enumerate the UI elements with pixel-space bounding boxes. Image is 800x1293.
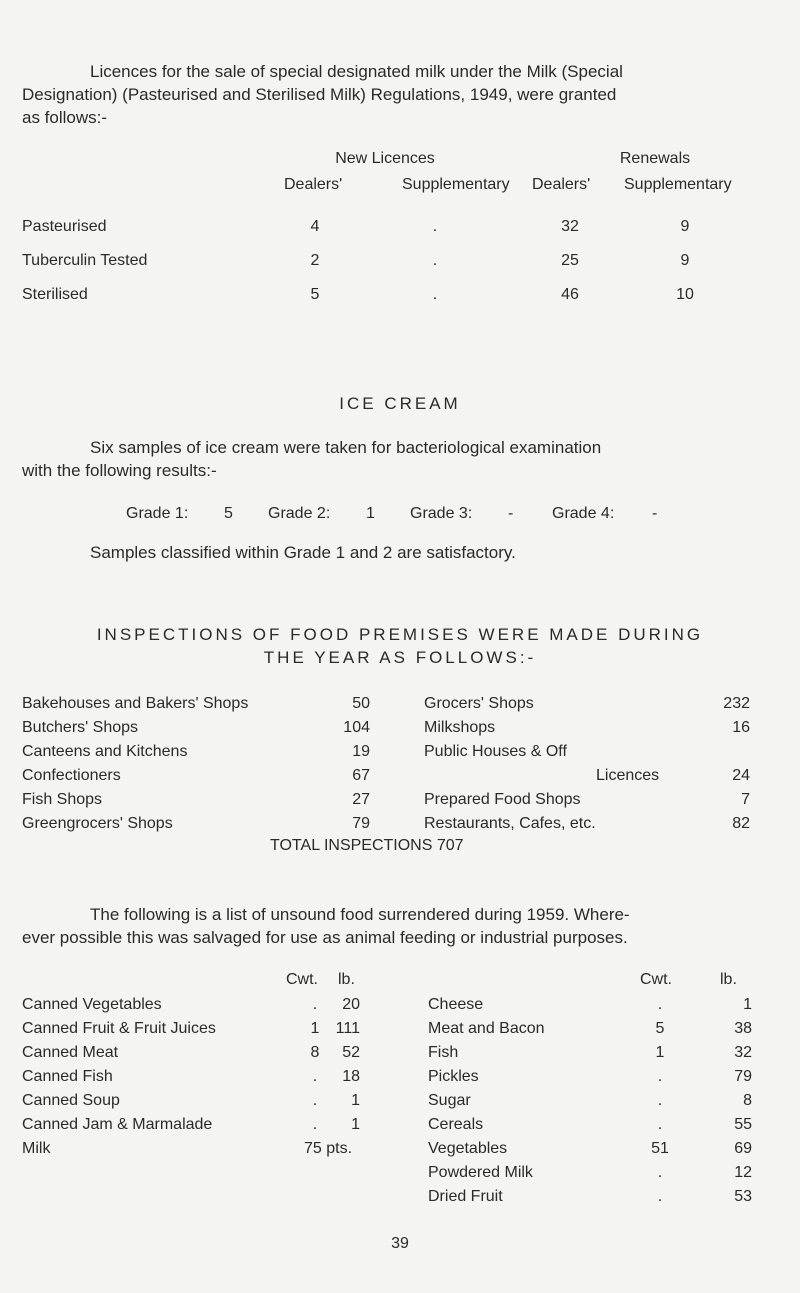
cell-renewal-supplementary: 9 bbox=[680, 218, 690, 235]
inspection-value: 104 bbox=[343, 719, 370, 736]
inspection-value: 7 bbox=[741, 791, 750, 808]
subheader-supplementary: Supplementary bbox=[624, 176, 732, 193]
col-header-lb: lb. bbox=[720, 971, 737, 988]
food-lb: 55 bbox=[734, 1116, 752, 1133]
food-cwt: 8 bbox=[310, 1044, 320, 1061]
inspection-value: 24 bbox=[732, 767, 750, 784]
food-lb: 18 bbox=[342, 1068, 360, 1085]
grade-label: Grade 3: bbox=[410, 505, 473, 522]
grade-label: Grade 2: bbox=[268, 505, 331, 522]
inspection-value: 232 bbox=[723, 695, 750, 712]
ice-cream-para-line: Six samples of ice cream were taken for bacteriological examination bbox=[90, 438, 602, 457]
food-lb: 8 bbox=[743, 1092, 752, 1109]
food-label: Canned Fruit & Fruit Juices bbox=[22, 1020, 216, 1037]
food-label: Canned Meat bbox=[22, 1044, 119, 1061]
food-lb: 12 bbox=[734, 1164, 752, 1181]
food-cwt: 1 bbox=[310, 1020, 320, 1037]
food-label: Dried Fruit bbox=[428, 1188, 503, 1205]
food-lb: 1 bbox=[351, 1116, 360, 1133]
licences-intro-line: Licences for the sale of special designated milk under the Milk (Special bbox=[90, 62, 623, 81]
inspection-label: Butchers' Shops bbox=[22, 719, 139, 736]
subheader-dealers: Dealers' bbox=[532, 176, 591, 193]
food-label: Canned Vegetables bbox=[22, 996, 162, 1013]
cell-renewal-dealers: 46 bbox=[561, 286, 579, 303]
grade-value: - bbox=[508, 505, 514, 522]
cell-new-dealers: 5 bbox=[310, 286, 320, 303]
food-lb: 53 bbox=[734, 1188, 752, 1205]
ice-cream-para-line: with the following results:- bbox=[22, 461, 217, 480]
grade-value: 1 bbox=[366, 505, 375, 522]
inspection-value: 27 bbox=[352, 791, 370, 808]
inspection-value: 82 bbox=[732, 815, 750, 832]
inspection-label: Prepared Food Shops bbox=[424, 791, 581, 808]
food-cwt: . bbox=[312, 1068, 318, 1085]
cell-new-supplementary: . bbox=[432, 218, 438, 235]
food-cwt: . bbox=[657, 1188, 663, 1205]
food-lb: 32 bbox=[734, 1044, 752, 1061]
food-label: Vegetables bbox=[428, 1140, 508, 1157]
inspection-label: Restaurants, Cafes, etc. bbox=[424, 815, 596, 832]
cell-new-supplementary: . bbox=[432, 286, 438, 303]
page-number: 39 bbox=[391, 1235, 409, 1252]
food-cwt: 1 bbox=[655, 1044, 665, 1061]
inspection-value: 16 bbox=[732, 719, 750, 736]
inspection-label: Milkshops bbox=[424, 719, 496, 736]
food-cwt: . bbox=[657, 1092, 663, 1109]
inspection-label: Licences bbox=[596, 767, 660, 784]
inspection-value: 79 bbox=[352, 815, 370, 832]
food-cwt: . bbox=[657, 1068, 663, 1085]
unsound-para-line: The following is a list of unsound food surrendered during 1959. Where- bbox=[90, 905, 630, 924]
inspection-value: 19 bbox=[352, 743, 370, 760]
col-header-lb: lb. bbox=[338, 971, 355, 988]
inspection-label: Public Houses & Off bbox=[424, 743, 567, 760]
row-label: Tuberculin Tested bbox=[22, 252, 148, 269]
food-cwt: . bbox=[312, 1092, 318, 1109]
food-label: Powdered Milk bbox=[428, 1164, 533, 1181]
col-header-cwt: Cwt. bbox=[640, 971, 672, 988]
food-label: Canned Jam & Marmalade bbox=[22, 1116, 213, 1133]
inspection-label: Fish Shops bbox=[22, 791, 103, 808]
grade-value: - bbox=[652, 505, 658, 522]
food-lb: 52 bbox=[342, 1044, 360, 1061]
food-cwt: . bbox=[657, 1164, 663, 1181]
food-lb: 1 bbox=[351, 1092, 360, 1109]
inspection-label: Confectioners bbox=[22, 767, 121, 784]
food-label: Fish bbox=[428, 1044, 459, 1061]
food-cwt: 5 bbox=[655, 1020, 665, 1037]
food-label: Pickles bbox=[428, 1068, 479, 1085]
total-inspections: TOTAL INSPECTIONS 707 bbox=[270, 837, 464, 854]
unsound-para-line: ever possible this was salvaged for use as animal feeding or industrial purposes. bbox=[22, 928, 628, 947]
licences-intro-line: as follows:- bbox=[22, 108, 108, 127]
cell-renewal-supplementary: 9 bbox=[680, 252, 690, 269]
food-cwt: 51 bbox=[651, 1140, 669, 1157]
subheader-supplementary: Supplementary bbox=[402, 176, 510, 193]
food-cwt: . bbox=[657, 996, 663, 1013]
food-label: Canned Soup bbox=[22, 1092, 120, 1109]
grade-value: 5 bbox=[224, 505, 233, 522]
licences-intro-line: Designation) (Pasteurised and Sterilised Milk) Regulations, 1949, were granted bbox=[22, 85, 617, 104]
inspections-heading-line: THE YEAR AS FOLLOWS:- bbox=[263, 648, 537, 667]
food-label: Milk bbox=[22, 1140, 51, 1157]
food-lb: 38 bbox=[734, 1020, 752, 1037]
food-lb: 79 bbox=[734, 1068, 752, 1085]
food-label: Meat and Bacon bbox=[428, 1020, 545, 1037]
food-cwt: . bbox=[312, 996, 318, 1013]
grade-label: Grade 4: bbox=[552, 505, 615, 522]
cell-new-dealers: 4 bbox=[310, 218, 320, 235]
header-new-licences: New Licences bbox=[335, 150, 435, 167]
inspections-heading-line: INSPECTIONS OF FOOD PREMISES WERE MADE DURING bbox=[96, 625, 704, 644]
food-label: Cheese bbox=[428, 996, 484, 1013]
cell-new-dealers: 2 bbox=[310, 252, 320, 269]
food-lb: 111 bbox=[335, 1020, 360, 1037]
food-cwt: . bbox=[312, 1116, 318, 1133]
food-lb: 75 pts. bbox=[304, 1140, 353, 1157]
food-label: Canned Fish bbox=[22, 1068, 113, 1085]
cell-renewal-dealers: 32 bbox=[561, 218, 579, 235]
grade-label: Grade 1: bbox=[126, 505, 189, 522]
subheader-dealers: Dealers' bbox=[284, 176, 343, 193]
food-cwt: . bbox=[657, 1116, 663, 1133]
food-lb: 1 bbox=[743, 996, 752, 1013]
food-label: Sugar bbox=[428, 1092, 471, 1109]
header-renewals: Renewals bbox=[619, 150, 691, 167]
inspection-label: Bakehouses and Bakers' Shops bbox=[22, 695, 249, 712]
inspection-label: Grocers' Shops bbox=[424, 695, 534, 712]
inspection-label: Greengrocers' Shops bbox=[22, 815, 173, 832]
cell-new-supplementary: . bbox=[432, 252, 438, 269]
food-lb: 20 bbox=[342, 996, 360, 1013]
inspection-value: 67 bbox=[352, 767, 370, 784]
cell-renewal-supplementary: 10 bbox=[676, 286, 694, 303]
inspection-value: 50 bbox=[352, 695, 370, 712]
food-lb: 69 bbox=[734, 1140, 752, 1157]
col-header-cwt: Cwt. bbox=[286, 971, 318, 988]
row-label: Pasteurised bbox=[22, 218, 107, 235]
row-label: Sterilised bbox=[22, 286, 88, 303]
cell-renewal-dealers: 25 bbox=[561, 252, 579, 269]
inspection-label: Canteens and Kitchens bbox=[22, 743, 188, 760]
ice-cream-heading: ICE CREAM bbox=[339, 394, 461, 413]
ice-cream-note: Samples classified within Grade 1 and 2 are satisfactory. bbox=[90, 543, 516, 562]
food-label: Cereals bbox=[428, 1116, 484, 1133]
